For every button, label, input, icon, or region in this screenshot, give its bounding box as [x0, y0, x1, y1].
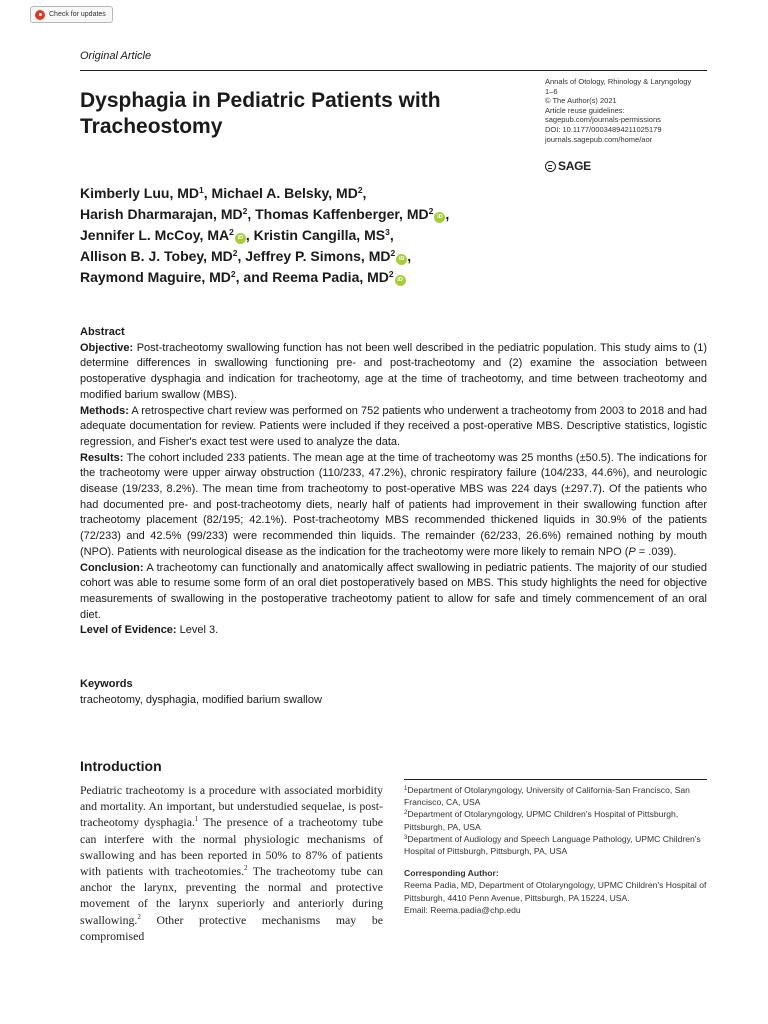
orcid-icon[interactable]: iD	[396, 254, 407, 265]
affiliation-3	[404, 833, 707, 857]
affiliation-marker: 1	[199, 185, 204, 195]
sage-wordmark: SAGE	[558, 159, 591, 173]
journal-link[interactable]: journals.sagepub.com/home/aor	[545, 134, 653, 144]
author-name: , Thomas Kaffenberger, MD	[247, 206, 429, 222]
author-name: , and Reema Padia, MD	[235, 269, 389, 285]
intro-text: Pediatric tracheotomy is a procedure with associated morbidity and mortality. An important, but understudied sequelae, is post-tracheotomy dysphagia.	[80, 783, 383, 830]
intro-text: The presence of a tracheotomy tube can interfere with the normal physiologic mechanisms of swallowing and has been reported in 50% to 87% of patients with patients with tracheotomies.	[80, 815, 383, 879]
check-for-updates-button[interactable]	[30, 6, 113, 23]
citation-link[interactable]: 2	[137, 912, 141, 921]
conclusion-label: Conclusion:	[80, 561, 144, 574]
author-name: Kimberly Luu, MD	[80, 185, 200, 201]
keywords-text: tracheotomy, dysphagia, modified barium swallow	[80, 694, 322, 706]
affiliation-text: Department of Otolaryngology, University of California-San Francisco, San Francisco, CA, USA	[404, 785, 690, 808]
page-range: 1–6	[545, 86, 558, 96]
reuse-label: Article reuse guidelines:	[545, 105, 625, 115]
author-name: , Michael A. Belsky, MD	[203, 185, 358, 201]
affiliation-number: 2	[404, 810, 408, 817]
citation-link[interactable]: 1	[194, 815, 199, 824]
orcid-icon[interactable]: iD	[434, 212, 445, 223]
author-name: Jennifer L. McCoy, MA	[80, 227, 230, 243]
level-text: Level 3.	[179, 624, 219, 637]
author-separator: ,	[362, 185, 367, 201]
abstract-objective	[80, 341, 707, 404]
author-name: , Jeffrey P. Simons, MD	[237, 248, 391, 264]
results-text: The cohort included 233 patients. The mean age at the time of tracheotomy was 25 months (±50.5). The indications for the tracheotomy were upper airway obstruction (110/233, 47.2%), chronic respiratory failure (104/233, 44.6%), and neurologic disease (19/233, 8.2%). The mean time from tracheotomy to post-operative MBS was 224 days (±297.7). Of the patients who had documented pre- and post-tracheotomy diets, nearly half of patients had improvement in their swallowing function after tracheotomy placement (82/195; 42.1%). Post-tracheotomy MBS recommended thickened liquids in 30.9% of the patients (72/233) and 42.5% (99/233) were recommended thin liquids. The remainder (62/233, 26.6%) remained nothing by mouth (NPO). Patients with neurological disease as the indication for the tracheotomy were more likely to remain NPO (	[80, 451, 707, 558]
author-separator: ,	[445, 206, 450, 222]
author-list	[80, 183, 520, 288]
affiliation-marker: 3	[385, 227, 390, 237]
keywords-heading: Keywords	[80, 678, 133, 690]
results-label: Results:	[80, 451, 124, 464]
level-label: Level of Evidence:	[80, 624, 177, 637]
objective-text: Post-tracheotomy swallowing function has not been well described in the pediatric population. This study aims to (1) determine differences in swallowing functioning pre- and post-tracheotomy and (2) examine the association between postoperative dysphagia and indication for tracheotomy, age at the time of tracheotomy, and time between tracheotomy and modified barium swallow (MBS).	[80, 341, 707, 401]
introduction-heading: Introduction	[80, 758, 162, 774]
sage-mark-icon	[545, 161, 556, 172]
copyright: © The Author(s) 2021	[545, 96, 617, 106]
crossmark-icon	[35, 10, 45, 20]
orcid-icon[interactable]: iD	[235, 233, 246, 244]
affiliation-1	[404, 784, 707, 808]
affiliation-marker: 2	[388, 269, 394, 279]
corresponding-author-email[interactable]: Email: Reema.padia@chp.edu	[404, 904, 521, 915]
intro-text: The tracheotomy tube can anchor the larynx, preventing the normal and protective movement of the larynx superiorly and anteriorly during swallowing.	[80, 864, 383, 927]
reuse-link[interactable]: sagepub.com/journals-permissions	[545, 115, 661, 125]
affiliation-marker: 2	[357, 185, 363, 195]
abstract-methods	[80, 404, 707, 451]
journal-info	[545, 77, 715, 144]
orcid-icon[interactable]: iD	[395, 275, 406, 286]
abstract-heading: Abstract	[80, 326, 125, 338]
author-name: Raymond Maguire, MD	[80, 269, 231, 285]
p-value-symbol: P	[628, 545, 636, 558]
intro-text: Other protective mechanisms may be compromised	[80, 912, 383, 943]
doi[interactable]: DOI: 10.1177/00034894211025179	[545, 124, 662, 134]
affiliation-number: 1	[404, 786, 408, 792]
affiliations	[404, 784, 707, 916]
article-title: Dysphagia in Pediatric Patients with Tracheostomy	[80, 89, 441, 138]
footnote-divider	[404, 779, 707, 780]
affiliation-marker: 2	[242, 206, 248, 216]
methods-text: A retrospective chart review was performed on 752 patients who underwent a tracheotomy from 2003 to 2018 and had adequate documentation for review. Patients were included if they received a post-operative MBS. Descriptive statistics, logistic regression, and Fisher's exact test were used to analyze the data.	[80, 404, 707, 448]
header-divider	[80, 70, 707, 71]
affiliation-text: Department of Audiology and Speech Language Pathology, UPMC Children's Hospital of Pittsburgh, Pittsburgh, PA, USA	[404, 833, 701, 857]
affiliation-marker: 2	[232, 248, 238, 258]
introduction-paragraph	[80, 782, 383, 944]
affiliation-marker: 2	[229, 227, 234, 237]
abstract-conclusion	[80, 561, 707, 624]
corresponding-author-heading: Corresponding Author:	[404, 868, 499, 879]
check-for-updates-label: Check for updates	[49, 11, 106, 18]
author-name: , Kristin Cangilla, MS	[245, 227, 386, 243]
results-text-end: = .039).	[635, 545, 677, 558]
citation-link[interactable]: 2	[244, 864, 248, 873]
author-name: Allison B. J. Tobey, MD	[80, 248, 233, 264]
conclusion-text: A tracheotomy can functionally and anatomically affect swallowing in pediatric patients. The majority of our studied cohort was able to resume some form of an oral diet postoperatively based on MBS. This study highlights the need for objective measurements of swallowing in the postoperative tracheotomy patient to allow for safe and timely commencement of an oral diet.	[80, 561, 708, 621]
methods-label: Methods:	[80, 404, 129, 417]
abstract-results	[80, 451, 707, 561]
affiliation-marker: 2	[428, 206, 434, 216]
author-name: Harish Dharmarajan, MD	[80, 206, 243, 222]
affiliation-number: 3	[404, 834, 408, 841]
author-separator: ,	[407, 248, 412, 264]
objective-label: Objective:	[80, 341, 134, 354]
journal-name: Annals of Otology, Rhinology & Laryngology	[545, 77, 692, 86]
author-separator: ,	[389, 227, 394, 243]
affiliation-text: Department of Otolaryngology, UPMC Children's Hospital of Pittsburgh, Pittsburgh, PA, USA	[404, 809, 679, 832]
sage-logo	[545, 159, 591, 173]
affiliation-marker: 2	[390, 248, 396, 258]
abstract-level	[80, 623, 707, 639]
corresponding-author-text: Reema Padia, MD, Department of Otolaryngology, UPMC Children's Hospital of Pittsburgh, 4410 Penn Avenue, Pittsburgh, PA 15224, USA.	[404, 880, 707, 903]
affiliation-marker: 2	[230, 269, 236, 279]
article-type: Original Article	[80, 50, 152, 62]
affiliation-2	[404, 808, 707, 832]
abstract	[80, 325, 707, 639]
